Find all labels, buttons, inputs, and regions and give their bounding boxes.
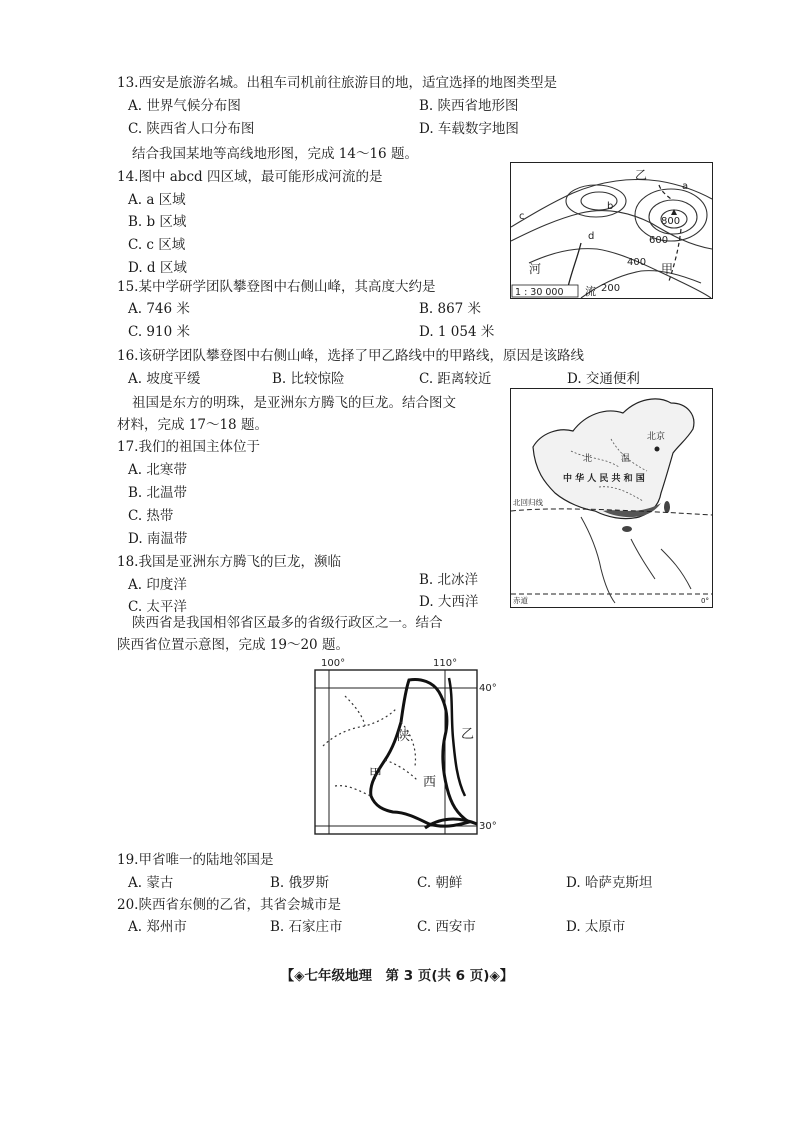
label-shaan: 陕 <box>397 729 411 744</box>
q13-option-d: D. 车载数字地图 <box>419 121 519 137</box>
q20-option-b: B. 石家庄市 <box>270 919 343 935</box>
q16-option-c: C. 距离较近 <box>419 371 492 387</box>
q19-stem: 19.甲省唯一的陆地邻国是 <box>117 852 274 868</box>
q13-option-c: C. 陕西省人口分布图 <box>128 121 255 137</box>
china-outline <box>533 399 694 519</box>
beijing-dot <box>655 447 660 452</box>
q14-stem: 14.图中 abcd 四区域，最可能形成河流的是 <box>117 169 383 185</box>
q15-option-d: D. 1 054 米 <box>419 324 495 340</box>
contour-map-figure <box>510 162 713 299</box>
q15-option-a: A. 746 米 <box>128 301 190 317</box>
q14-option-a: A. a 区域 <box>128 192 186 208</box>
q19-option-c: C. 朝鲜 <box>417 875 463 891</box>
q20-stem: 20.陕西省东侧的乙省，其省会城市是 <box>117 897 341 913</box>
contour-label-800: 800 <box>661 216 681 227</box>
label-country: 中 华 人 民 共 和 国 <box>563 474 645 484</box>
intro-17-18-line1: 祖国是东方的明珠，是亚洲东方腾飞的巨龙。结合图文 <box>132 395 456 411</box>
intro-17-18-line2: 材料，完成 17～18 题。 <box>117 417 268 433</box>
q16-option-b: B. 比较惊险 <box>272 371 345 387</box>
q19-option-a: A. 蒙古 <box>128 875 174 891</box>
q18-option-c: C. 太平洋 <box>128 599 187 615</box>
shaanxi-map-figure <box>305 656 505 836</box>
q19-option-b: B. 俄罗斯 <box>270 875 330 891</box>
label-c: c <box>519 211 525 222</box>
label-d: d <box>588 231 595 242</box>
q16-option-d: D. 交通便利 <box>567 371 640 387</box>
hainan-island <box>622 526 632 532</box>
label-beijing: 北京 <box>647 432 666 442</box>
label-lon110: 110° <box>433 658 458 669</box>
label-equator: 赤道 <box>513 596 528 605</box>
route-yi-line <box>659 185 671 199</box>
label-lat40: 40° <box>479 683 497 694</box>
q13-option-b: B. 陕西省地形图 <box>419 98 519 114</box>
contour-line <box>581 271 701 298</box>
q18-stem: 18.我国是亚洲东方腾飞的巨龙，濒临 <box>117 554 341 570</box>
label-lat30: 30° <box>479 821 497 832</box>
q17-option-c: C. 热带 <box>128 508 174 524</box>
q20-option-c: C. 西安市 <box>417 919 476 935</box>
label-liu: 流 <box>585 285 596 298</box>
q20-option-a: A. 郑州市 <box>128 919 187 935</box>
taiwan-island <box>664 501 670 513</box>
china-map-figure <box>510 388 713 608</box>
contour-line <box>511 211 712 249</box>
label-yi-province: 乙 <box>461 727 475 742</box>
q13-stem: 13.西安是旅游名城。出租车司机前往旅游目的地，适宜选择的地图类型是 <box>117 75 557 91</box>
q16-stem: 16.该研学团队攀登图中右侧山峰，选择了甲乙路线中的甲路线，原因是该路线 <box>117 348 584 364</box>
intro-14-16: 结合我国某地等高线地形图，完成 14～16 题。 <box>132 146 418 162</box>
label-yi: 乙 <box>635 168 648 182</box>
intro-19-20-line1: 陕西省是我国相邻省区最多的省级行政区之一。结合 <box>132 615 443 631</box>
label-tropic: 北回归线 <box>513 498 543 507</box>
contour-label-400: 400 <box>627 257 647 268</box>
intro-19-20-line2: 陕西省位置示意图，完成 19～20 题。 <box>117 637 349 653</box>
q16-option-a: A. 坡度平缓 <box>128 371 201 387</box>
label-xi: 西 <box>423 775 437 790</box>
label-jia-province: 甲 <box>369 767 383 782</box>
scale-label: 1 : 30 000 <box>515 287 564 298</box>
page-footer: 【◈七年级地理 第 3 页(共 6 页)◈】 <box>280 968 514 984</box>
q19-option-d: D. 哈萨克斯坦 <box>566 875 653 891</box>
q17-option-a: A. 北寒带 <box>128 462 187 478</box>
q18-option-d: D. 大西洋 <box>419 594 479 610</box>
q17-stem: 17.我们的祖国主体位于 <box>117 439 260 455</box>
label-zero-degree: 0° <box>701 597 709 605</box>
q15-stem: 15.某中学研学团队攀登图中右侧山峰，其高度大约是 <box>117 279 436 295</box>
q15-option-c: C. 910 米 <box>128 324 190 340</box>
q14-option-c: C. c 区域 <box>128 237 186 253</box>
se-asia-coast <box>581 517 691 603</box>
label-temperate: 温 <box>621 454 631 464</box>
q17-option-b: B. 北温带 <box>128 485 188 501</box>
label-lon100: 100° <box>321 658 346 669</box>
q15-option-b: B. 867 米 <box>419 301 482 317</box>
label-jia: 甲 <box>661 262 674 276</box>
q18-option-a: A. 印度洋 <box>128 577 187 593</box>
label-a: a <box>682 181 689 192</box>
contour-map-svg <box>511 163 712 298</box>
q14-option-b: B. b 区域 <box>128 214 187 230</box>
q13-option-a: A. 世界气候分布图 <box>128 98 241 114</box>
label-he: 河 <box>529 262 542 276</box>
map-frame <box>315 670 477 834</box>
china-map-svg <box>511 389 712 607</box>
q20-option-d: D. 太原市 <box>566 919 626 935</box>
shaanxi-map-svg <box>305 656 505 836</box>
q18-option-b: B. 北冰洋 <box>419 572 479 588</box>
contour-label-200: 200 <box>601 283 621 294</box>
label-north: 北 <box>583 454 593 464</box>
q17-option-d: D. 南温带 <box>128 531 188 547</box>
contour-label-600: 600 <box>649 235 669 246</box>
q14-option-d: D. d 区域 <box>128 260 187 276</box>
label-b: b <box>607 201 614 212</box>
